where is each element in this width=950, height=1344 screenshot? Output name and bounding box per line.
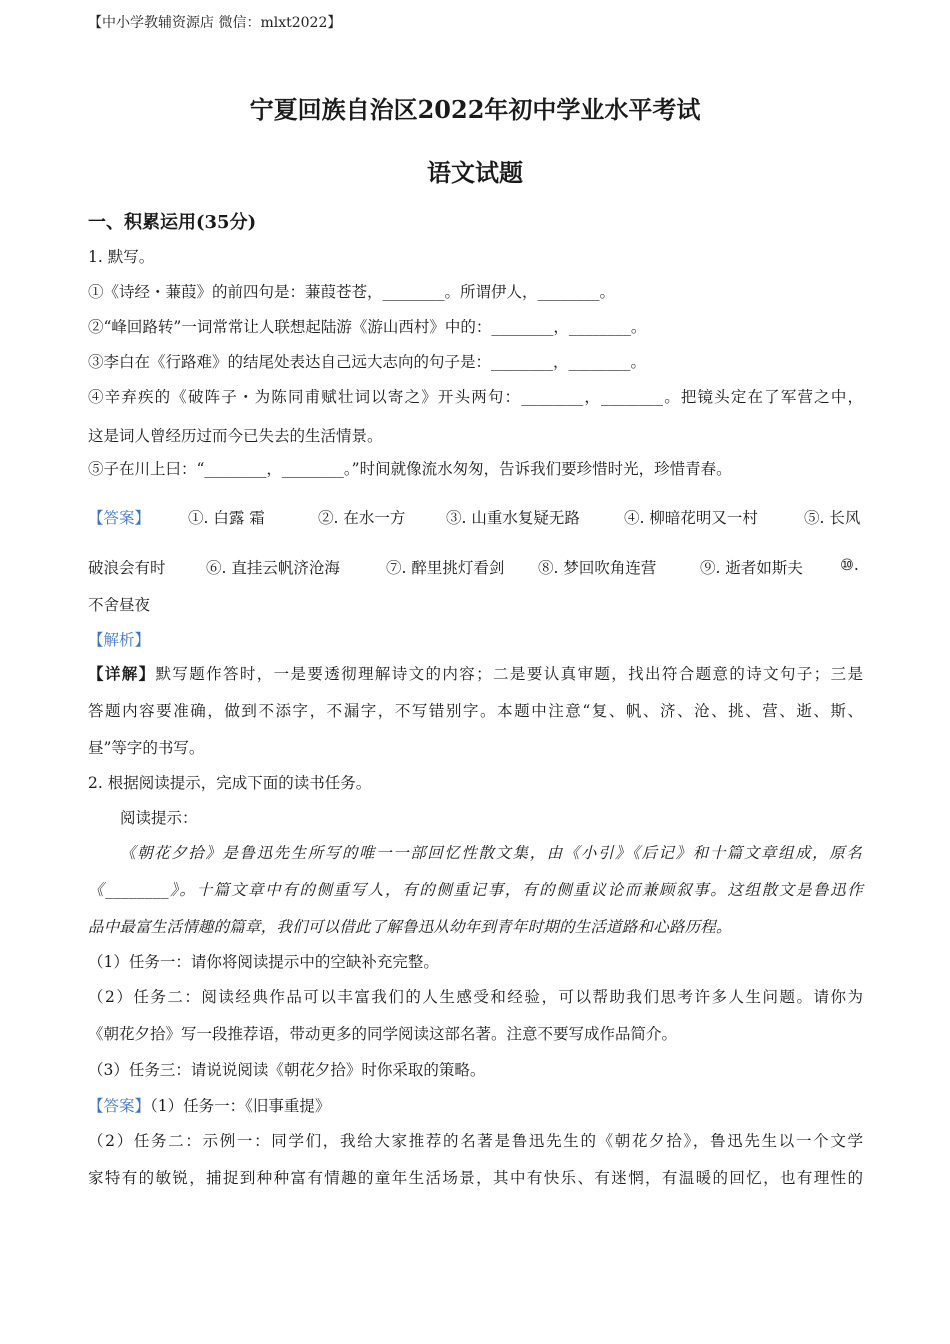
task-2-line: （2）任务二：阅读经典作品可以丰富我们的人生感受和经验，可以帮助我们思考许多人生问题。请你为 <box>88 988 863 1006</box>
answer-text: （1）任务一：《旧事重提》 <box>150 1097 331 1115</box>
answer-line: 家特有的敏锐，捕捉到种种富有情趣的童年生活场景，其中有快乐、有迷惘，有温暖的回忆，也有理性的 <box>88 1169 863 1187</box>
question-1-item: ④辛弃疾的《破阵子・为陈同甫赋壮词以寄之》开头两句：________，________。把镜头定在了军营之中， <box>88 388 863 406</box>
reading-hint-line: 品中最富生活情趣的篇章，我们可以借此了解鲁迅从幼年到青年时期的生活道路和心路历程。 <box>88 918 732 936</box>
reading-hint-line: 《________》。十篇文章中有的侧重写人，有的侧重记事，有的侧重议论而兼顾叙事。这组散文是鲁迅作 <box>88 881 863 899</box>
question-2-stem: 2. 根据阅读提示，完成下面的读书任务。 <box>88 774 372 792</box>
answer-item: ⑦. 醉里挑灯看剑 <box>386 559 505 577</box>
answer-item: ③. 山重水复疑无路 <box>446 509 580 527</box>
answer-label: 【答案】 <box>88 1097 151 1115</box>
answer-item: 破浪会有时 <box>88 559 166 577</box>
question-1-item: ①《诗经・蒹葭》的前四句是：蒹葭苍苍，________。所谓伊人，________。 <box>88 283 616 301</box>
answer-label: 【答案】 <box>88 509 151 527</box>
analysis-label: 【解析】 <box>88 631 151 649</box>
answer-line: （2）任务二：示例一：同学们，我给大家推荐的名著是鲁迅先生的《朝花夕拾》，鲁迅先生以一个文学 <box>88 1132 863 1150</box>
question-1-item: 这是词人曾经历过而今已失去的生活情景。 <box>88 427 383 445</box>
answer-item: ①. 白露 霜 <box>188 509 265 527</box>
detail-line: 答题内容要准确，做到不添字，不漏字，不写错别字。本题中注意“复、帆、济、沧、挑、营、逝、斯、 <box>88 702 863 720</box>
reading-hint-label: 阅读提示： <box>120 809 198 827</box>
answer-item: ⑩. <box>840 556 859 574</box>
answer-item: ②. 在水一方 <box>318 509 406 527</box>
detail-text: 默写题作答时，一是要透彻理解诗文的内容；二是要认真审题，找出符合题意的诗文句子；三是 <box>155 665 863 683</box>
question-1-item: ③李白在《行路难》的结尾处表达自己远大志向的句子是：________，________。 <box>88 353 647 371</box>
answer-item: ④. 柳暗花明又一村 <box>624 509 758 527</box>
task-3: （3）任务三：请说说阅读《朝花夕拾》时你采取的策略。 <box>88 1061 486 1079</box>
task-1: （1）任务一：请你将阅读提示中的空缺补充完整。 <box>88 953 439 971</box>
question-1-item: ⑤子在川上曰：“________，________。”时间就像流水匆匆，告诉我们要珍惜时光，珍惜青春。 <box>88 460 732 478</box>
exam-subtitle: 语文试题 <box>427 158 523 187</box>
exam-title: 宁夏回族自治区2022年初中学业水平考试 <box>249 95 701 124</box>
detail-label: 【详解】 <box>88 664 156 683</box>
detail-line: 昼”等字的书写。 <box>88 739 205 757</box>
answer-item: ⑧. 梦回吹角连营 <box>538 559 657 577</box>
question-1-item: ②“峰回路转”一词常常让人联想起陆游《游山西村》中的：________，________。 <box>88 318 647 336</box>
reading-hint-line: 《朝花夕拾》是鲁迅先生所写的唯一一部回忆性散文集，由《小引》《后记》和十篇文章组成，原名 <box>120 844 862 862</box>
detail-line <box>88 662 863 684</box>
answer-line <box>88 1094 330 1116</box>
task-2-line: 《朝花夕拾》写一段推荐语，带动更多的同学阅读这部名著。注意不要写成作品简介。 <box>88 1025 678 1043</box>
page-header: 【中小学教辅资源店 微信：mlxt2022】 <box>88 15 342 31</box>
section-heading: 一、积累运用(35分) <box>88 212 257 233</box>
answer-item: ⑥. 直挂云帆济沧海 <box>206 559 340 577</box>
answer-item: ⑨. 逝者如斯夫 <box>700 559 803 577</box>
answer-item: 不舍昼夜 <box>88 596 151 614</box>
question-1-stem: 1. 默写。 <box>88 248 155 266</box>
answer-item: ⑤. 长风 <box>804 509 861 527</box>
